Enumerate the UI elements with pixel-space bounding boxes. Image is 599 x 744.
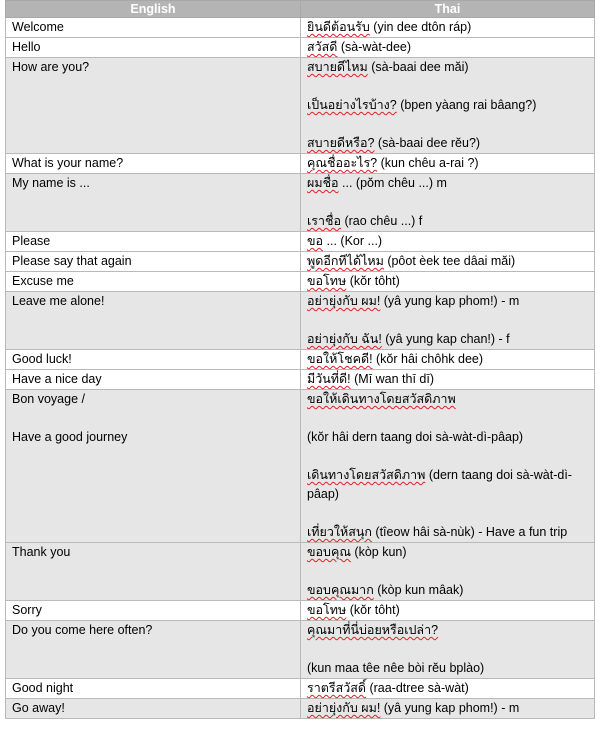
thai-script: อย่ายุ่งกับ ผม!	[307, 294, 381, 308]
thai-script: เที่ยวให้สนุก	[307, 525, 372, 539]
line-gap	[307, 193, 588, 212]
romanization: (kun chêu a-rai ?)	[377, 156, 479, 170]
table-row	[6, 292, 595, 350]
english-phrase: Hello	[12, 40, 41, 54]
thai-phrase	[307, 96, 588, 115]
thai-cell	[301, 38, 595, 58]
thai-script: เราชื่อ	[307, 214, 341, 228]
table-row	[6, 621, 595, 679]
table-row	[6, 679, 595, 699]
thai-cell	[301, 350, 595, 370]
thai-cell	[301, 58, 595, 154]
english-phrase: Please say that again	[12, 254, 132, 268]
table-row	[6, 543, 595, 601]
english-cell	[6, 699, 301, 719]
table-row	[6, 272, 595, 292]
table-row	[6, 154, 595, 174]
thai-cell	[301, 699, 595, 719]
thai-phrase	[307, 154, 588, 173]
table-row	[6, 370, 595, 390]
thai-phrase	[307, 370, 588, 389]
english-phrase: Good night	[12, 681, 74, 695]
line-gap	[307, 311, 588, 330]
thai-phrase	[307, 174, 588, 193]
thai-cell	[301, 174, 595, 232]
thai-script: ขอบคุณมาก	[307, 583, 374, 597]
line-gap	[307, 447, 588, 466]
english-cell	[6, 272, 301, 292]
english-phrase: Do you come here often?	[12, 623, 153, 637]
romanization: (kŏr tôht)	[346, 274, 400, 288]
english-phrase: Good luck!	[12, 352, 72, 366]
thai-phrase	[307, 330, 588, 349]
english-cell	[6, 370, 301, 390]
romanization: (yin dee dtôn ráp)	[369, 20, 472, 34]
thai-cell	[301, 292, 595, 350]
line-gap	[307, 640, 588, 659]
romanization: (dern taang doi sà-wàt-dì-pâap)	[307, 468, 572, 501]
line-gap	[307, 115, 588, 134]
english-phrase: Sorry	[12, 603, 42, 617]
table-row	[6, 58, 595, 154]
english-cell	[6, 543, 301, 601]
english-cell	[6, 38, 301, 58]
english-phrase: Leave me alone!	[12, 294, 105, 308]
thai-script: ผมชื่อ	[307, 176, 339, 190]
english-phrase: Have a good journey	[12, 430, 128, 444]
english-phrase: Go away!	[12, 701, 65, 715]
romanization: (yâ yung kap phom!) - m	[380, 701, 520, 715]
line-gap	[307, 504, 588, 523]
thai-script: ยินดีต้อนรับ	[307, 20, 370, 34]
table-row	[6, 174, 595, 232]
thai-script: สวัสดี	[307, 40, 338, 54]
romanization: (bpen yàang rai bâang?)	[396, 98, 537, 112]
romanization: (yâ yung kap phom!) - m	[380, 294, 520, 308]
table-row	[6, 350, 595, 370]
english-phrase: My name is ...	[12, 176, 90, 190]
english-phrase: How are you?	[12, 60, 90, 74]
english-cell	[6, 601, 301, 621]
english-phrase: What is your name?	[12, 156, 124, 170]
thai-cell	[301, 543, 595, 601]
line-gap	[307, 77, 588, 96]
english-cell	[6, 679, 301, 699]
thai-cell	[301, 679, 595, 699]
romanization: (tîeow hâi sà-nùk) - Have a fun trip	[371, 525, 568, 539]
thai-phrase	[307, 543, 588, 562]
thai-phrase	[307, 272, 588, 291]
romanization: (kŏr hâi dern taang doi sà-wàt-dì-pâap)	[307, 430, 524, 444]
english-phrase: Please	[12, 234, 51, 248]
line-gap	[307, 562, 588, 581]
thai-cell	[301, 232, 595, 252]
thai-script: ขอโทษ	[307, 274, 347, 288]
thai-cell	[301, 154, 595, 174]
romanization: (kŏr tôht)	[346, 603, 400, 617]
romanization: (kun maa têe nêe bòi rĕu bplào)	[307, 661, 485, 675]
thai-phrase	[307, 292, 588, 311]
thai-script: อย่ายุ่งกับ ผม!	[307, 701, 381, 715]
thai-phrase	[307, 679, 588, 698]
thai-script: ขอบคุณ	[307, 545, 351, 559]
romanization: ... (pŏm chêu ...) m	[338, 176, 447, 190]
header-english: English	[6, 1, 301, 18]
thai-phrase	[307, 134, 588, 153]
thai-cell	[301, 390, 595, 543]
thai-phrase	[307, 58, 588, 77]
thai-script: ราตรีสวัสดิ์	[307, 681, 366, 695]
thai-script: คุณมาที่นี่บ่อยหรือเปล่า?	[307, 623, 439, 637]
thai-cell	[301, 370, 595, 390]
thai-phrase	[307, 232, 588, 251]
thai-script: ขอโทษ	[307, 603, 347, 617]
phrase-table	[5, 0, 595, 719]
english-cell	[6, 292, 301, 350]
table-row	[6, 18, 595, 38]
english-phrase: Excuse me	[12, 274, 74, 288]
thai-phrase	[307, 18, 588, 37]
thai-script: อย่ายุ่งกับ ฉัน!	[307, 332, 382, 346]
table-row	[6, 601, 595, 621]
thai-script: เป็นอย่างไรบ้าง?	[307, 98, 397, 112]
romanization: (kòp kun)	[350, 545, 407, 559]
thai-script: ขอให้เดินทางโดยสวัสดิภาพ	[307, 392, 456, 406]
thai-cell	[301, 621, 595, 679]
thai-cell	[301, 601, 595, 621]
thai-phrase	[307, 252, 588, 271]
thai-phrase	[307, 659, 588, 678]
thai-cell	[301, 18, 595, 38]
thai-phrase	[307, 38, 588, 57]
table-row	[6, 390, 595, 543]
romanization: (pôot èek tee dâai măi)	[383, 254, 516, 268]
english-cell	[6, 58, 301, 154]
thai-phrase	[307, 390, 588, 409]
line-gap	[307, 409, 588, 428]
thai-script: มีวันที่ดี!	[307, 372, 351, 386]
romanization: (sà-wàt-dee)	[337, 40, 412, 54]
thai-script: พูดอีกทีได้ไหม	[307, 254, 384, 268]
thai-script: ขอให้โชคดี!	[307, 352, 373, 366]
romanization: (rao chêu ...) f	[341, 214, 423, 228]
thai-phrase	[307, 581, 588, 600]
table-row	[6, 38, 595, 58]
romanization: (raa-dtree sà-wàt)	[365, 681, 469, 695]
english-cell	[6, 252, 301, 272]
thai-phrase	[307, 699, 588, 718]
romanization: ... (Kor ...)	[323, 234, 383, 248]
table-body	[6, 18, 595, 719]
romanization: (Mī wan thī dī)	[350, 372, 434, 386]
romanization: (sà-baai dee rĕu?)	[374, 136, 481, 150]
table-row	[6, 232, 595, 252]
thai-phrase	[307, 523, 588, 542]
thai-phrase	[307, 621, 588, 640]
table-row	[6, 252, 595, 272]
romanization: (kŏr hâi chôhk dee)	[372, 352, 484, 366]
thai-phrase	[307, 601, 588, 620]
thai-phrase	[307, 212, 588, 231]
line-gap	[12, 409, 294, 428]
thai-script: ขอ	[307, 234, 324, 248]
english-phrase: Have a nice day	[12, 372, 102, 386]
thai-cell	[301, 252, 595, 272]
thai-phrase	[307, 350, 588, 369]
thai-phrase	[307, 466, 588, 504]
english-cell	[6, 232, 301, 252]
english-cell	[6, 154, 301, 174]
english-cell	[6, 18, 301, 38]
english-cell	[6, 350, 301, 370]
romanization: (yâ yung kap chan!) - f	[381, 332, 510, 346]
thai-script: สบายดีหรือ?	[307, 136, 375, 150]
english-phrase: Welcome	[12, 20, 64, 34]
romanization: (kòp kun mâak)	[373, 583, 464, 597]
thai-phrase	[307, 428, 588, 447]
header-thai: Thai	[301, 1, 595, 18]
thai-script: คุณชื่ออะไร?	[307, 156, 378, 170]
header-row	[6, 1, 595, 18]
table-row	[6, 699, 595, 719]
english-cell	[6, 390, 301, 543]
english-phrase: Thank you	[12, 545, 71, 559]
thai-cell	[301, 272, 595, 292]
english-cell	[6, 174, 301, 232]
thai-script: เดินทางโดยสวัสดิภาพ	[307, 468, 426, 482]
english-phrase: Bon voyage /	[12, 392, 85, 406]
english-cell	[6, 621, 301, 679]
romanization: (sà-baai dee măi)	[367, 60, 469, 74]
thai-script: สบายดีไหม	[307, 60, 368, 74]
